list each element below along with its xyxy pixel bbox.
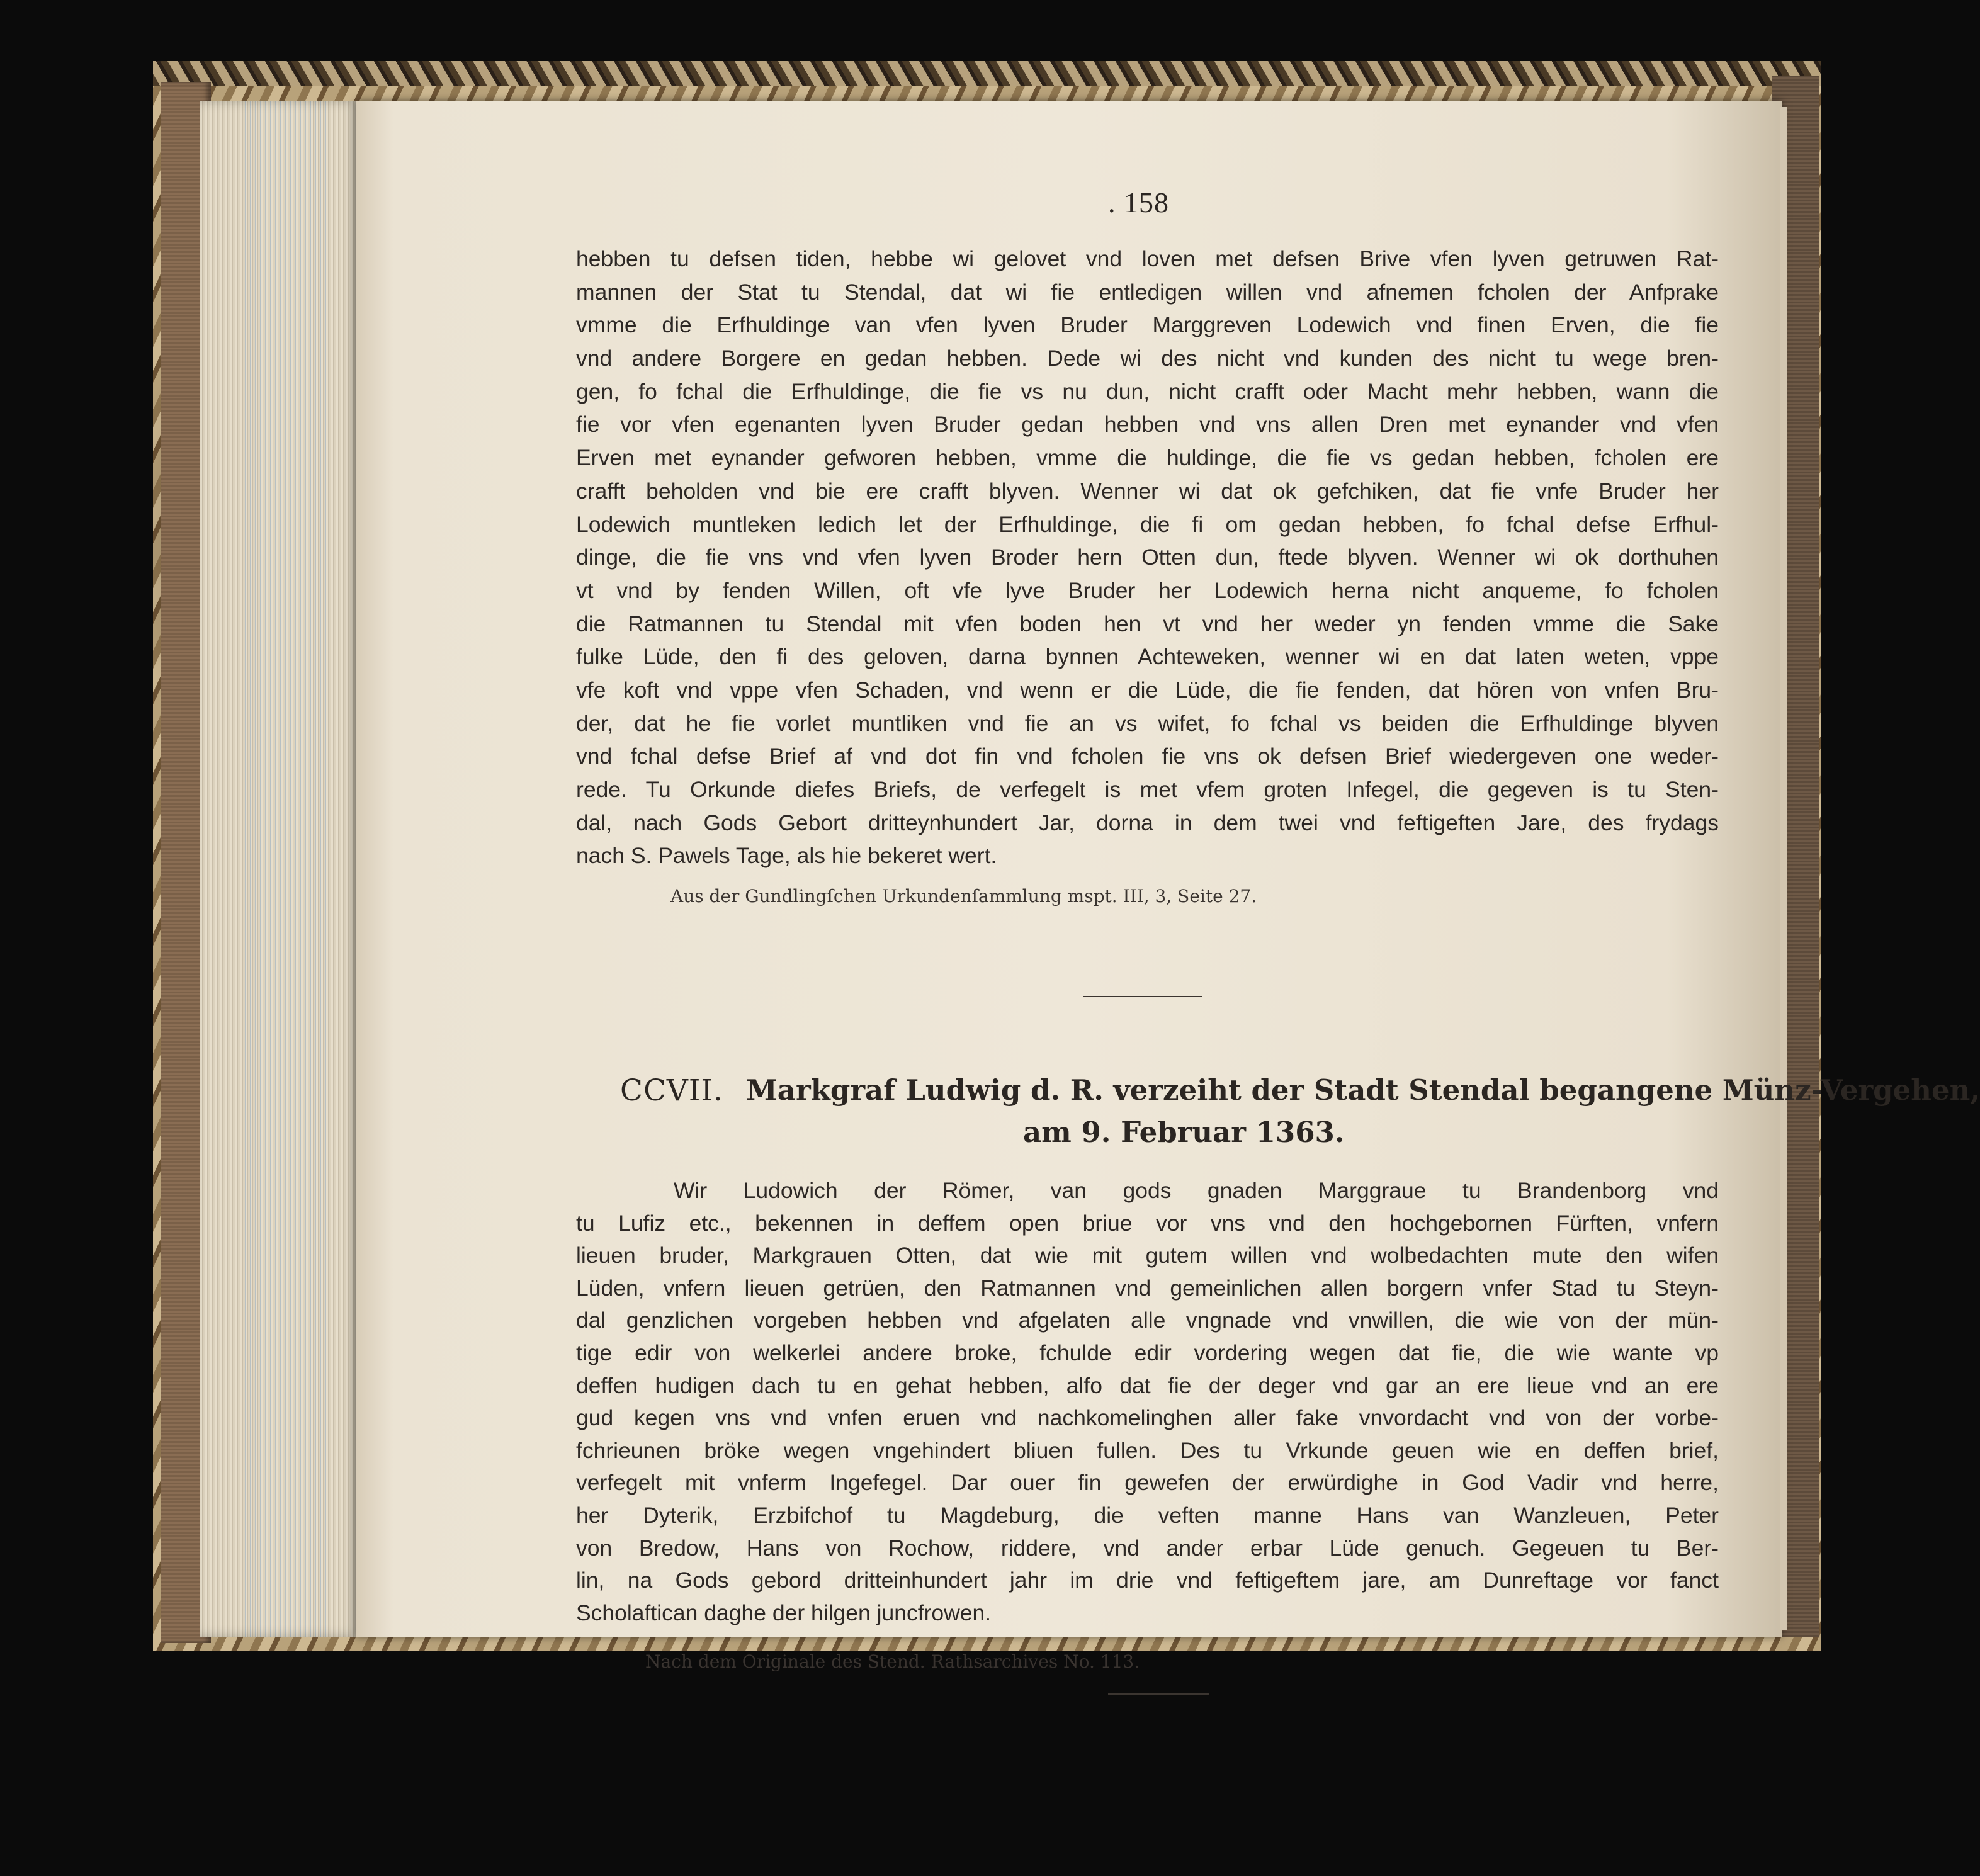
text-line: Erven met eynander gefworen hebben, vmme die huldinge, die fie vs gedan hebben, fcholen ere — [576, 445, 1719, 471]
text-line: die Ratmannen tu Stendal mit vfen boden hen vt vnd her weder yn fenden vmme die Sake — [576, 611, 1719, 636]
text-line: vt vnd by fenden Willen, oft vfe lyve Bruder her Lodewich herna nicht anqueme, fo fcholen — [576, 577, 1719, 603]
text-line: crafft beholden vnd bie ere crafft blyven. Wenner wi dat ok gefchiken, dat fie vnfe Bruder her — [576, 478, 1719, 504]
text-line: dal genzlichen vorgeben hebben vnd afgelaten alle vngnade vnd vnwillen, die wie von der mün- — [576, 1308, 1719, 1333]
text-line: vmme die Erfhuldinge van vfen lyven Bruder Marggreven Lodewich vnd finen Erven, die fie — [576, 312, 1719, 338]
text-line: her Dyterik, Erzbifchof tu Magdeburg, die veften manne Hans van Wanzleuen, Peter — [576, 1502, 1719, 1528]
text-line: tu Lufiz etc., bekennen in deffem open briue vor vns vnd den hochgebornen Fürften, vnfern — [576, 1210, 1719, 1236]
text-line: Scholaftican daghe der hilgen juncfrowen. — [576, 1600, 992, 1625]
text-line: tige edir von welkerlei andere broke, fchulde edir vordering wegen dat fie, die wie wante vp — [576, 1340, 1719, 1365]
source-note-1: Aus der Gundlingſchen Urkundenſammlung mspt. III, 3, Seite 27. — [670, 886, 1257, 907]
text-line: hebben tu defsen tiden, hebbe wi gelovet vnd loven met defsen Brive vfen lyven getruwen Rat- — [576, 246, 1719, 271]
text-line: lin, na Gods gebord dritteinhundert jahr im drie vnd feftigeftem jare, am Dunreftage vor fanct — [576, 1568, 1719, 1593]
text-line: von Bredow, Hans von Rochow, riddere, vnd ander erbar Lüde genuch. Gegeuen tu Ber- — [576, 1535, 1719, 1561]
page-number: . 158 — [1108, 186, 1169, 218]
text-line: gud kegen vns vnd vnfen eruen vnd nachkomelinghen aller fake vnvordacht vnd von der vorbe- — [576, 1405, 1719, 1431]
text-line: Lüden, vnfern lieuen getrüen, den Ratmannen vnd gemeinlichen allen borgern vnfer Stad tu Steyn- — [576, 1275, 1719, 1301]
text-line: fulke Lüde, den fi des geloven, darna bynnen Achteweken, wenner wi en dat laten weten, vppe — [576, 644, 1719, 670]
section-divider — [1083, 996, 1202, 997]
text-line: Lodewich muntleken ledich let der Erfhuldinge, die fi om gedan hebben, fo fchal defse Erfhul- — [576, 511, 1719, 537]
heading-title: Markgraf Ludwig d. R. verzeiht der Stadt Stendal begangene Münz-Vergehen, — [746, 1073, 1980, 1107]
page-edge — [1780, 107, 1787, 1630]
text-line: deffen hudigen dach tu en gehat hebben, alfo dat fie der deger vnd gar an ere lieue vnd an ere — [576, 1372, 1719, 1398]
document-paragraph-1 — [576, 242, 1719, 873]
text-line: rede. Tu Orkunde diefes Briefs, de verfegelt is met vfem groten Infegel, die gegeven is tu Sten- — [576, 777, 1719, 802]
document-number: CCVII. — [620, 1073, 723, 1108]
text-line: nach S. Pawels Tage, als hie bekeret wert. — [576, 843, 997, 869]
text-line: mannen der Stat tu Stendal, dat wi fie entledigen willen vnd afnemen fcholen der Anfprake — [576, 279, 1719, 305]
source-note-2: Nach dem Originale des Stend. Rathsarchives No. 113. — [645, 1651, 1140, 1672]
text-line: vnd andere Borgere en gedan hebben. Dede wi des nicht vnd kunden des nicht tu wege bren- — [576, 346, 1719, 371]
cover-edge — [153, 61, 1821, 86]
text-line: gen, fo fchal die Erfhuldinge, die fie vs nu dun, nicht crafft oder Macht mehr hebben, wann die — [576, 378, 1719, 404]
heading-date: am 9. Februar 1363. — [1023, 1116, 1345, 1149]
text-line: dinge, die fie vns vnd vfen lyven Broder hern Otten dun, ftede blyven. Wenner wi ok dorthuhen — [576, 545, 1719, 570]
text-line: dal, nach Gods Gebort dritteynhundert Jar, dorna in dem twei vnd feftigeften Jare, des frydags — [576, 810, 1719, 835]
text-line: vnd fchal defse Brief af vnd dot fin vnd fcholen fie vns ok defsen Brief wiedergeven one weder- — [576, 743, 1719, 769]
text-line: lieuen bruder, Markgrauen Otten, dat wie mit gutem willen vnd wolbedachten mute den wifen — [576, 1243, 1719, 1269]
text-line: vfe koft vnd vppe vfen Schaden, vnd wenn er die Lüde, die fie fenden, dat hören von vnfen Bru- — [576, 677, 1719, 703]
end-divider — [1108, 1693, 1209, 1695]
text-line: der, dat he fie vorlet muntliken vnd fie an vs wifet, fo fchal vs beiden die Erfhuldinge blyven — [576, 710, 1719, 736]
text-line: fie vor vfen egenanten lyven Bruder gedan hebben vnd vns allen Dren met eynander vnd vfen — [576, 412, 1719, 438]
text-line: verfegelt mit vnferm Ingefegel. Dar ouer fin gewefen der erwürdighe in God Vadir vnd herre, — [576, 1470, 1719, 1496]
page-stack — [200, 101, 361, 1637]
text-line: fchrieunen bröke wegen vngehindert bliuen fullen. Des tu Vrkunde geuen wie en deffen brief, — [576, 1437, 1719, 1463]
document-paragraph-2 — [576, 1175, 1719, 1629]
text-line: Wir Ludowich der Römer, van gods gnaden Marggraue tu Brandenborg vnd — [674, 1178, 1719, 1203]
